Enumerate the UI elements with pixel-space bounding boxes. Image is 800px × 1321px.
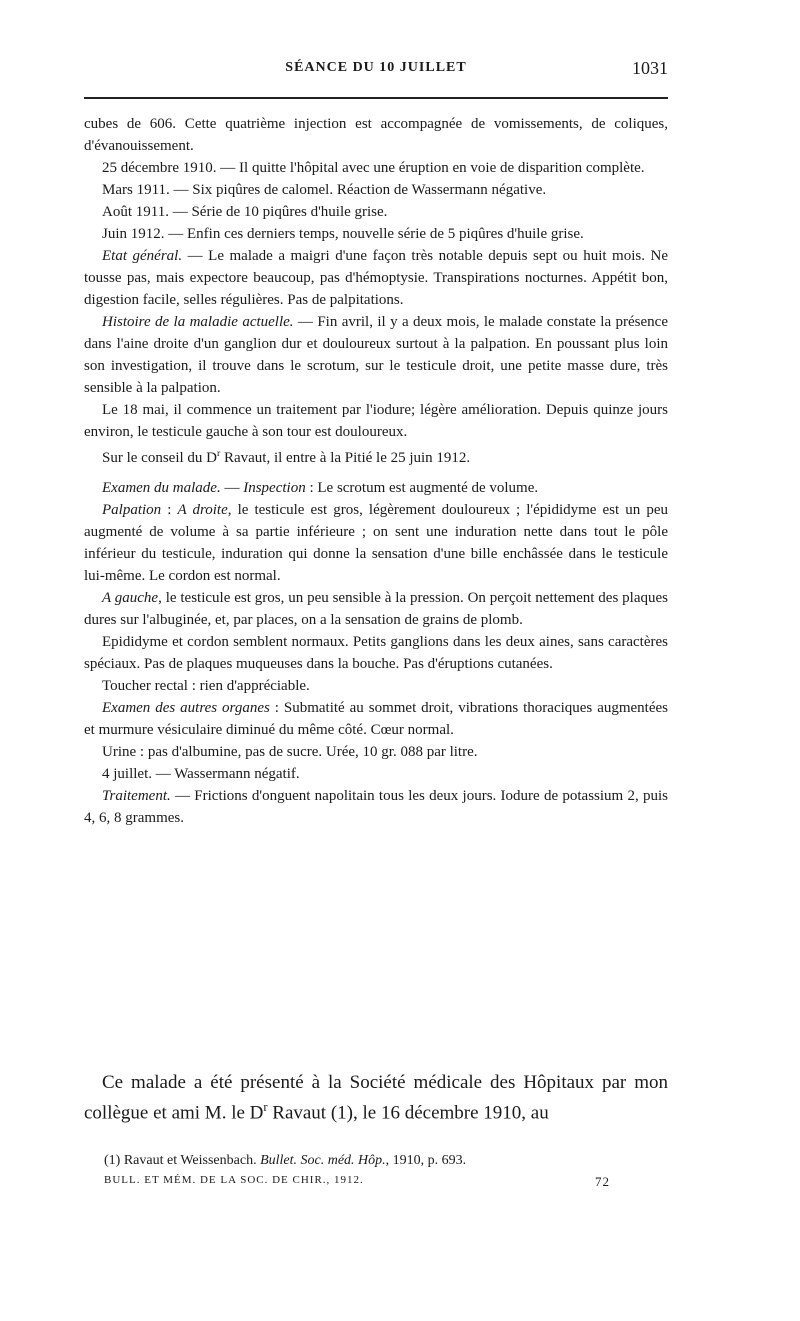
paragraph: 4 juillet. — Wassermann négatif. — [102, 766, 300, 782]
paragraph: cubes de 606. Cette quatrième injection est accompagnée de vomissements, de coliques, d'évanouissement. — [84, 116, 668, 154]
paragraph: Traitement. — Frictions d'onguent napolitain tous les deux jours. Iodure de potassium 2, puis 4, 6, 8 grammes. — [84, 788, 668, 826]
footer-citation: BULL. ET MÉM. DE LA SOC. DE CHIR., 1912. — [104, 1174, 364, 1186]
paragraph: Juin 1912. — Enfin ces derniers temps, nouvelle série de 5 piqûres d'huile grise. — [102, 226, 584, 242]
paragraph: A gauche, le testicule est gros, un peu sensible à la pression. On perçoit nettement des plaques dures sur l'albuginée, et, par places, on a la sensation de grains de plomb. — [84, 590, 668, 628]
paragraph: Urine : pas d'albumine, pas de sucre. Urée, 10 gr. 088 par litre. — [102, 744, 478, 760]
paragraph: Epididyme et cordon semblent normaux. Petits ganglions dans les deux aines, sans caractères spéciaux. Pas de plaques muqueuses dans la bouche. Pas d'éruptions cutanées. — [84, 634, 668, 672]
header-rule — [84, 97, 668, 99]
paragraph: Histoire de la maladie actuelle. — Fin avril, il y a deux mois, le malade constate la présence dans l'aine droite d'un ganglion dur et douloureux surtout à la palpation. En poussant plus loin son investigation, il trouve dans le scrotum, sur le testicule droit, une petite masse dure, très sensible à la palpation. — [84, 314, 668, 396]
paragraph: Examen du malade. — Inspection : Le scrotum est augmenté de volume. — [102, 480, 539, 496]
paragraph: 25 décembre 1910. — Il quitte l'hôpital avec une éruption en voie de disparition complète. — [102, 160, 645, 176]
page-header — [84, 60, 668, 84]
paragraph: Toucher rectal : rien d'appréciable. — [102, 678, 310, 694]
large-paragraph: Ce malade a été présenté à la Société médicale des Hôpitaux par mon collègue et ami M. le $D^r$ Ravaut (1), le 16 décembre 1910, au — [84, 1072, 668, 1124]
paragraph: Examen des autres organes : Submatité au sommet droit, vibrations thoraciques augmentées et murmure vésiculaire diminué du même côté. Cœur normal. — [84, 700, 668, 738]
page-number: 1031 — [632, 58, 668, 78]
paragraph: Août 1911. — Série de 10 piqûres d'huile grise. — [102, 204, 388, 220]
paragraph: Mars 1911. — Six piqûres de calomel. Réaction de Wassermann négative. — [102, 182, 547, 198]
paragraph: Le 18 mai, il commence un traitement par l'iodure; légère amélioration. Depuis quinze jours environ, le testicule gauche à son tour est douloureux. — [84, 402, 668, 440]
paragraph: Sur le conseil du $D^r$ Ravaut, il entre à la Pitié le 25 juin 1912. — [102, 448, 471, 466]
footnote: (1) Ravaut et Weissenbach. Bullet. Soc. méd. Hôp., 1910, p. 693. — [104, 1153, 467, 1168]
paragraph: Etat général. — Le malade a maigri d'une façon très notable depuis sept ou huit mois. Ne tousse pas, mais expectore beaucoup, pas d'hémoptysie. Transpirations nocturnes. Appétit bon, digestion facile, selles régulières. Pas de palpitations. — [84, 248, 668, 308]
running-head: SÉANCE DU 10 JUILLET — [285, 60, 467, 75]
footer-signature-number: 72 — [595, 1174, 610, 1189]
paragraph: Palpation : A droite, le testicule est gros, légèrement douloureux ; l'épididyme est un peu augmenté de volume à sa partie inférieure ; on sent une induration nette dans tout le pôle inférieur du testicule, induration qui donne la sensation d'une bille enchâssée dans le testicule lui-même. Le cordon est normal. — [84, 502, 668, 584]
page-footer — [104, 1174, 610, 1194]
body-text — [84, 113, 668, 829]
